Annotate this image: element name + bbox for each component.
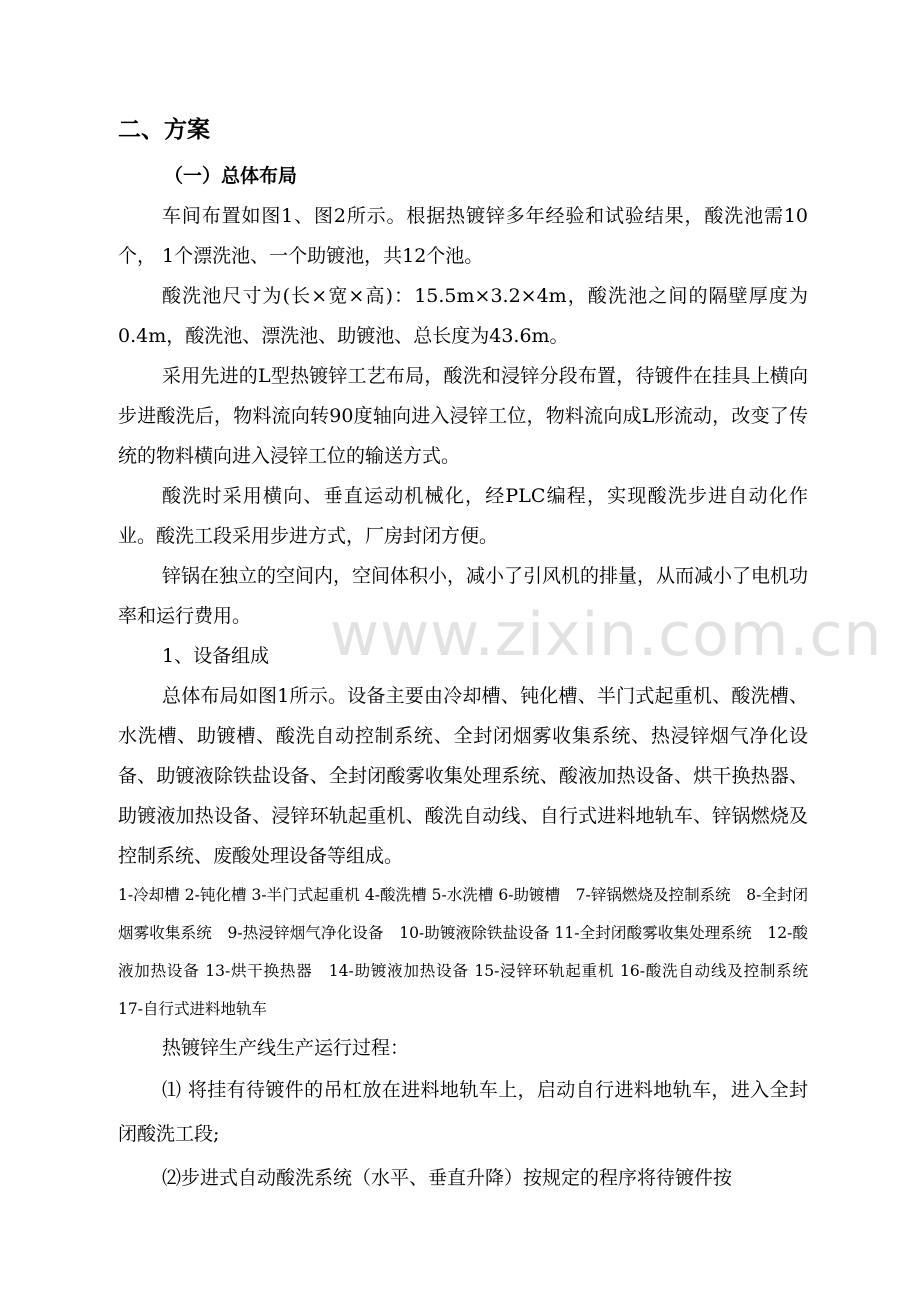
paragraph-dimensions: 酸洗池尺寸为(长×宽×高)：15.5m×3.2×4m，酸洗池之间的隔壁厚度为0.4m，酸洗池、漂洗池、助镀池、总长度为43.6m。 xyxy=(118,285,808,347)
paragraph-zinc-kettle: 锌锅在独立的空间内，空间体积小，减小了引风机的排量，从而减小了电机功率和运行费用。 xyxy=(118,565,809,627)
paragraph-l-layout: 采用先进的L型热镀锌工艺布局，酸洗和浸锌分段布置，待镀件在挂具上横向步进酸洗后，物料流向转90度轴向进入浸锌工位，物料流向成L形流动，改变了传统的物料横向进入浸锌工位的输送方式。 xyxy=(118,365,808,467)
paragraph-plc: 酸洗时采用横向、垂直运动机械化，经PLC编程，实现酸洗步进自动化作业。酸洗工段采用步进方式，厂房封闭方便。 xyxy=(118,485,808,547)
watermark: www.zixin.com.cn xyxy=(330,600,883,670)
document-body xyxy=(118,112,824,1200)
equipment-paragraph: 总体布局如图1所示。设备主要由冷却槽、钝化槽、半门式起重机、酸洗槽、水洗槽、助镀槽、酸洗自动控制系统、全封闭烟雾收集系统、热浸锌烟气净化设备、助镀液除铁盐设备、全封闭酸雾收集处理系统、酸液加热设备、烘干换热器、助镀液加热设备、浸锌环轨起重机、酸洗自动线、自行式进料地轨车、锌锅燃烧及控制系统、废酸处理设备等组成。 xyxy=(118,685,808,867)
subsection-title: （一）总体布局 xyxy=(164,165,298,187)
process-step-1: ⑴ 将挂有待镀件的吊杠放在进料地轨车上，启动自行进料地轨车，进入全封闭酸洗工段; xyxy=(118,1079,808,1145)
equipment-heading: 1、设备组成 xyxy=(162,645,270,667)
section-title: 二、方案 xyxy=(118,117,210,143)
paragraph-layout: 车间布置如图1、图2所示。根据热镀锌多年经验和试验结果，酸洗池需10个， 1个漂洗池、一个助镀池，共12个池。 xyxy=(118,205,808,267)
figure-legend: 1-冷却槽 2-钝化槽 3-半门式起重机 4-酸洗槽 5-水洗槽 6-助镀槽 7-锌锅燃烧及控制系统 8-全封闭烟雾收集系统 9-热浸锌烟气净化设备 10-助镀液除铁盐设备 11-全封闭酸雾收集处理系统 12-酸液加热设备 13-烘干换热器 14-助镀液加热设备 15-浸锌环轨起重机 16-酸洗自动线及控制系统 17-自行式进料地轨车 xyxy=(118,886,824,1018)
process-heading: 热镀锌生产线生产运行过程： xyxy=(162,1037,410,1059)
process-step-2: ⑵步进式自动酸洗系统（水平、垂直升降）按规定的程序将待镀件按 xyxy=(162,1167,733,1189)
